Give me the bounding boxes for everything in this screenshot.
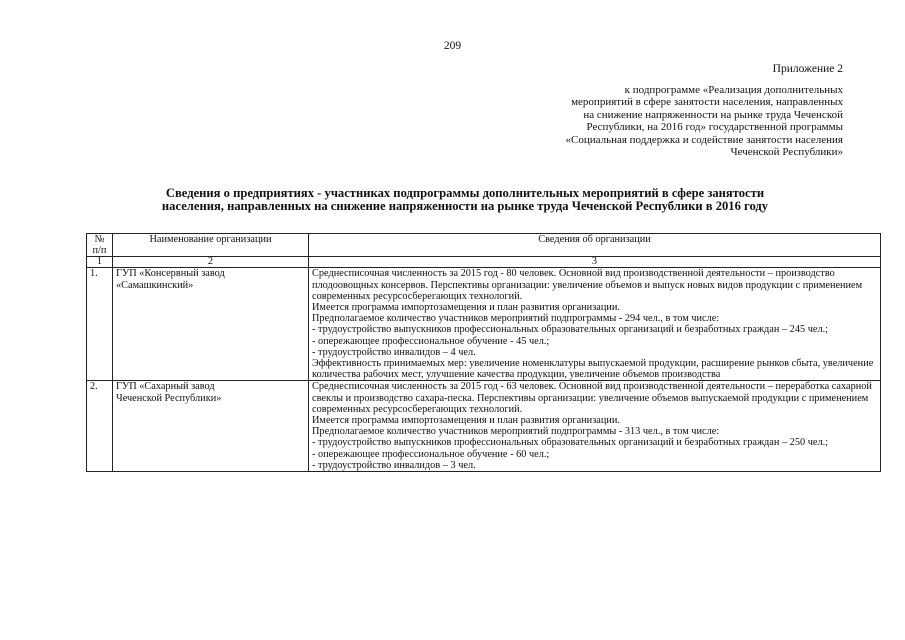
organization-name: ГУП «Сахарный завод Чеченской Республики»: [113, 381, 309, 472]
row-number: 1.: [87, 268, 113, 381]
document-title-line: населения, направленных на снижение напряженности на рынке труда Чеченской Республики в 2016 году: [161, 199, 769, 213]
appendix-reference-line: «Социальная поддержка и содействие занятости населения: [565, 133, 843, 146]
header-organization-info: Сведения об организации: [309, 234, 881, 257]
appendix-reference: [483, 84, 843, 158]
appendix-reference-line: Чеченской Республики»: [730, 146, 843, 159]
appendix-reference-line: к подпрограмме «Реализация дополнительных: [624, 84, 843, 96]
organization-info: Среднесписочная численность за 2015 год - 63 человек. Основной вид производственной деятельности – переработка сахарной свеклы и производство сахара-песка. Перспективы организации: увеличение объемов выпускаемой продукции с применением современных ресурсосберегающих технологий. Имеется программа импортозамещения и план развития организации. Предполагаемое количество участников мероприятий подпрограммы - 313 чел., в том числе: - трудоустройство выпускников профессиональных образовательных организаций и безработных граждан – 250 чел.; - опережающее профессиональное обучение - 60 чел.; - трудоустройство инвалидов – 3 чел.: [309, 381, 881, 472]
enterprises-table: [86, 233, 881, 472]
row-number: 2.: [87, 381, 113, 472]
column-index: 3: [309, 257, 881, 268]
header-number: № п/п: [87, 234, 113, 257]
document-title-line: Сведения о предприятиях - участниках подпрограммы дополнительных мероприятий в сфере занятости: [165, 186, 765, 200]
table-row: [87, 381, 881, 472]
table-row: [87, 268, 881, 381]
organization-name: ГУП «Консервный завод «Самашкинский»: [113, 268, 309, 381]
page-number: 209: [443, 40, 462, 52]
column-index: 2: [113, 257, 309, 268]
organization-info: Среднесписочная численность за 2015 год - 80 человек. Основной вид производственной деятельности – производство плодоовощных консервов. Перспективы организации: увеличение объемов и выпуск новых видов продукции с применением современных ресурсосберегающих технологий. Имеется программа импортозамещения и план развития организации. Предполагаемое количество участников мероприятий подпрограммы - 294 чел., в том числе: - трудоустройство выпускников профессиональных образовательных организаций и безработных граждан – 245 чел.; - опережающее профессиональное обучение - 45 чел.; - трудоустройство инвалидов – 4 чел. Эффективность принимаемых мер: увеличение номенклатуры выпускаемой продукции, расширение рынков сбыта, увеличение количества рабочих мест, улучшение качества продукции, увеличение объемов производства: [309, 268, 881, 381]
appendix-reference-line: на снижение напряженности на рынке труда Чеченской: [583, 108, 843, 121]
header-organization-name: Наименование организации: [113, 234, 309, 257]
table-header-row: [87, 234, 881, 257]
appendix-label: Приложение 2: [772, 63, 843, 75]
appendix-reference-line: Республики, на 2016 год» государственной программы: [586, 121, 843, 134]
document-title: [60, 187, 870, 213]
appendix-reference-line: мероприятий в сфере занятости населения, направленных: [571, 96, 843, 109]
column-index: 1: [87, 257, 113, 268]
column-index-row: [87, 257, 881, 268]
